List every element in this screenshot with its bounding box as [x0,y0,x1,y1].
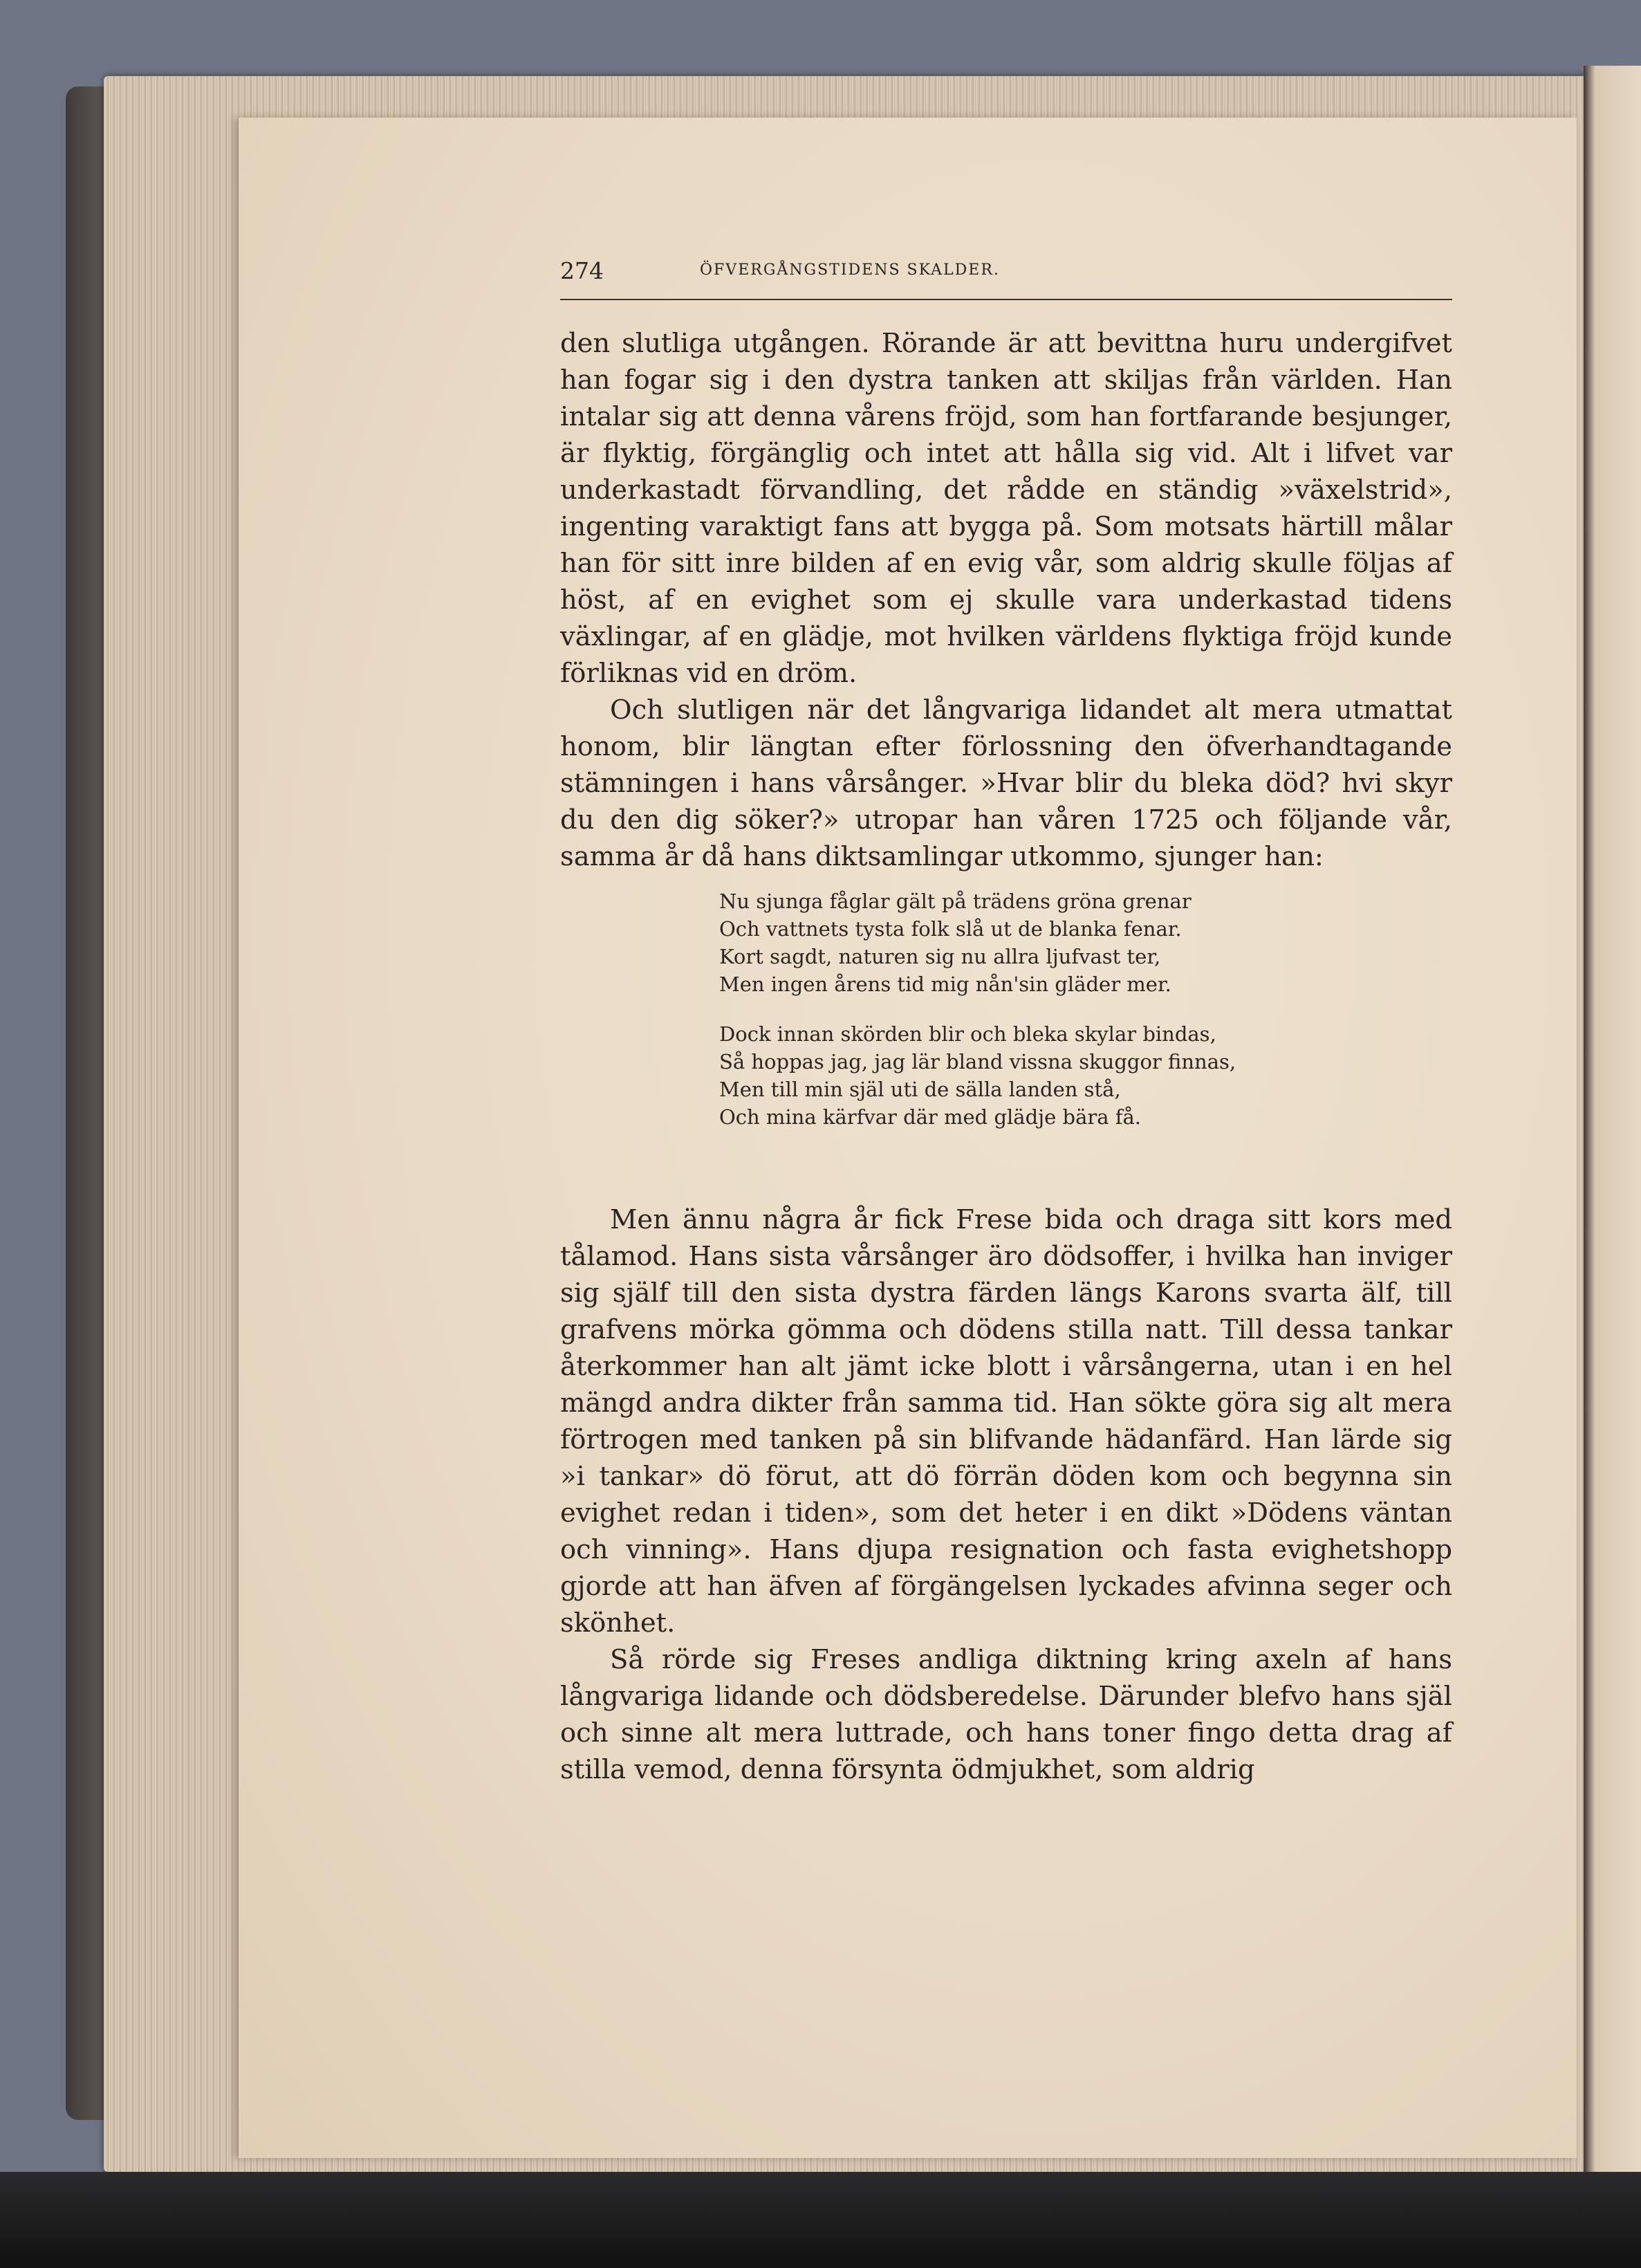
poem-stanza [719,887,1452,998]
page-number: 274 [560,257,604,284]
poem-line: Men ingen årens tid mig nån'sin gläder mer. [719,972,1171,996]
poem-line: Kort sagdt, naturen sig nu allra ljufvast ter, [719,945,1161,968]
poem-line: Så hoppas jag, jag lär bland vissna skuggor finnas, [719,1050,1236,1073]
poem-line: Och vattnets tysta folk slå ut de blanka fenar. [719,917,1182,941]
poem-line: Dock innan skörden blir och bleka skylar bindas, [719,1022,1216,1046]
page-body [560,325,1452,1788]
paragraph: Men ännu några år fick Frese bida och draga sitt kors med tålamod. Hans sista vårsånger äro dödsoffer, i hvilka han inviger sig själf till den sista dystra färden längs Karons svarta älf, till grafvens mörka gömma och dödens stilla natt. Till dessa tankar återkommer han alt jämt icke blott i vårsångerna, utan i en hel mängd andra dikter från samma tid. Han sökte göra sig alt mera förtrogen med tanken på sin blifvande hädanfärd. Han lärde sig »i tankar» dö förut, att dö förrän döden kom och begynna sin evighet redan i tiden», som det heter i en dikt »Dödens väntan och vinning». Hans djupa resignation och fasta evighetshopp gjorde att han äfven af förgängelsen lyckades afvinna seger och skönhet. [560,1204,1452,1639]
poem-line: Men till min själ uti de sälla landen stå, [719,1078,1121,1101]
poem-line: Nu sjunga fåglar gält på trädens gröna grenar [719,889,1192,913]
paragraph: Så rörde sig Freses andliga diktning kring axeln af hans långvariga lidande och dödsberedelse. Därunder blefvo hans själ och sinne alt mera luttrade, och hans toner fingo detta drag af stilla vemod, denna försynta ödmjukhet, som aldrig [560,1644,1452,1785]
page-header [560,257,1452,300]
poem-line: Och mina kärfvar där med glädje bära få. [719,1105,1141,1129]
poem-stanza [719,1020,1452,1131]
poem-quote [719,887,1452,1131]
facing-page-edge [1584,66,1641,2182]
paragraph: Och slutligen när det långvariga lidandet alt mera utmattat honom, blir längtan efter förlossning den öfverhandtagande stämningen i hans vårsånger. »Hvar blir du bleka död? hvi skyr du den dig söker?» utropar han våren 1725 och följande vår, samma år då hans diktsamlingar utkommo, sjunger han: [560,694,1452,872]
background-shadow [0,2172,1641,2268]
running-head: ÖFVERGÅNGSTIDENS SKALDER. [700,261,1000,279]
section-gap [560,1153,1452,1201]
paragraph: den slutliga utgången. Rörande är att bevittna huru undergifvet han fogar sig i den dystra tanken att skiljas från världen. Han intalar sig att denna vårens fröjd, som han fortfarande besjunger, är flyktig, förgänglig och intet att hålla sig vid. Alt i lifvet var underkastadt förvandling, det rådde en ständig »växelstrid», ingenting varaktigt fans att bygga på. Som motsats härtill målar han för sitt inre bilden af en evig vår, som aldrig skulle följas af höst, af en evighet som ej skulle vara underkastad tidens växlingar, af en glädje, mot hvilken världens flyktiga fröjd kunde förliknas vid en dröm. [560,328,1452,689]
